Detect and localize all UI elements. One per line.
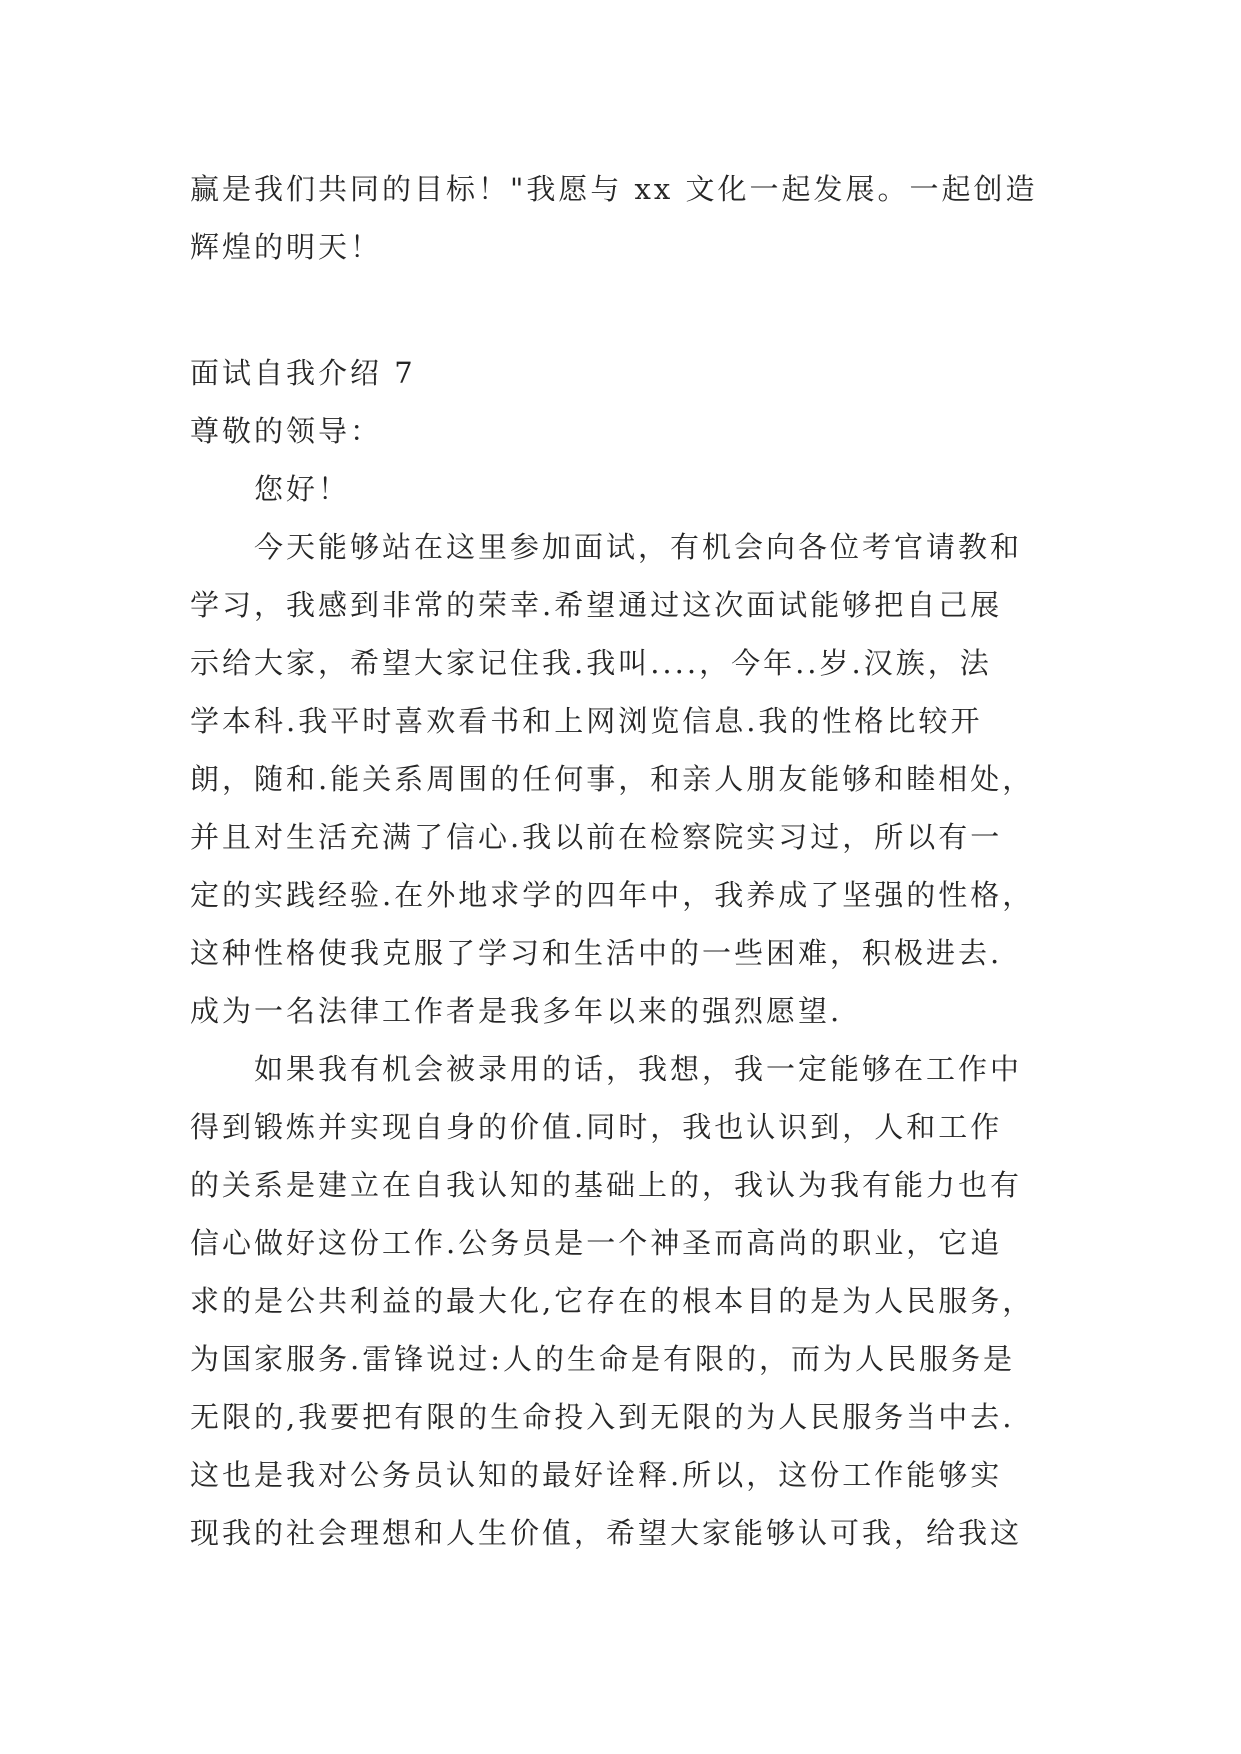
paragraph-gap [190,276,1060,344]
text-line: 的关系是建立在自我认知的基础上的，我认为我有能力也有 [190,1168,1023,1202]
intro-paragraph [190,160,1060,276]
text-line: 今天能够站在这里参加面试，有机会向各位考官请教和 [254,530,1023,564]
text-line: 定的实践经验.在外地求学的四年中，我养成了坚强的性格， [190,878,1035,912]
text-line: 无限的,我要把有限的生命投入到无限的为人民服务当中去. [190,1400,1015,1434]
text-line: 求的是公共利益的最大化,它存在的根本目的是为人民服务， [190,1284,1035,1318]
text-line: 学本科.我平时喜欢看书和上网浏览信息.我的性格比较开 [190,704,983,738]
text-line: 如果我有机会被录用的话，我想，我一定能够在工作中 [254,1052,1023,1086]
text-line: 现我的社会理想和人生价值，希望大家能够认可我，给我这 [190,1516,1023,1550]
salutation: 尊敬的领导： [190,414,383,448]
document-body [190,160,1060,1562]
text-line: 这也是我对公务员认知的最好诠释.所以，这份工作能够实 [190,1458,1003,1492]
text-line: 得到锻炼并实现自身的价值.同时，我也认识到，人和工作 [190,1110,1003,1144]
greeting: 您好！ [254,472,351,506]
text-line: 学习，我感到非常的荣幸.希望通过这次面试能够把自己展 [190,588,1003,622]
paragraph-1 [190,518,1060,1040]
text-line: 为国家服务.雷锋说过:人的生命是有限的，而为人民服务是 [190,1342,1015,1376]
text-line: 并且对生活充满了信心.我以前在检察院实习过，所以有一 [190,820,1003,854]
text-line: 朗，随和.能关系周围的任何事，和亲人朋友能够和睦相处， [190,762,1035,796]
text-line: 这种性格使我克服了学习和生活中的一些困难，积极进去. [190,936,1003,970]
paragraph-2 [190,1040,1060,1562]
text-line: 示给大家，希望大家记住我.我叫....，今年..岁.汉族，法 [190,646,992,680]
text-line: 信心做好这份工作.公务员是一个神圣而高尚的职业，它追 [190,1226,1003,1260]
text-line: 赢是我们共同的目标！"我愿与 xx 文化一起发展。一起创造 [190,172,1038,206]
text-line: 成为一名法律工作者是我多年以来的强烈愿望. [190,994,843,1028]
section-title: 面试自我介绍 7 [190,356,416,390]
text-line: 辉煌的明天！ [190,230,383,264]
